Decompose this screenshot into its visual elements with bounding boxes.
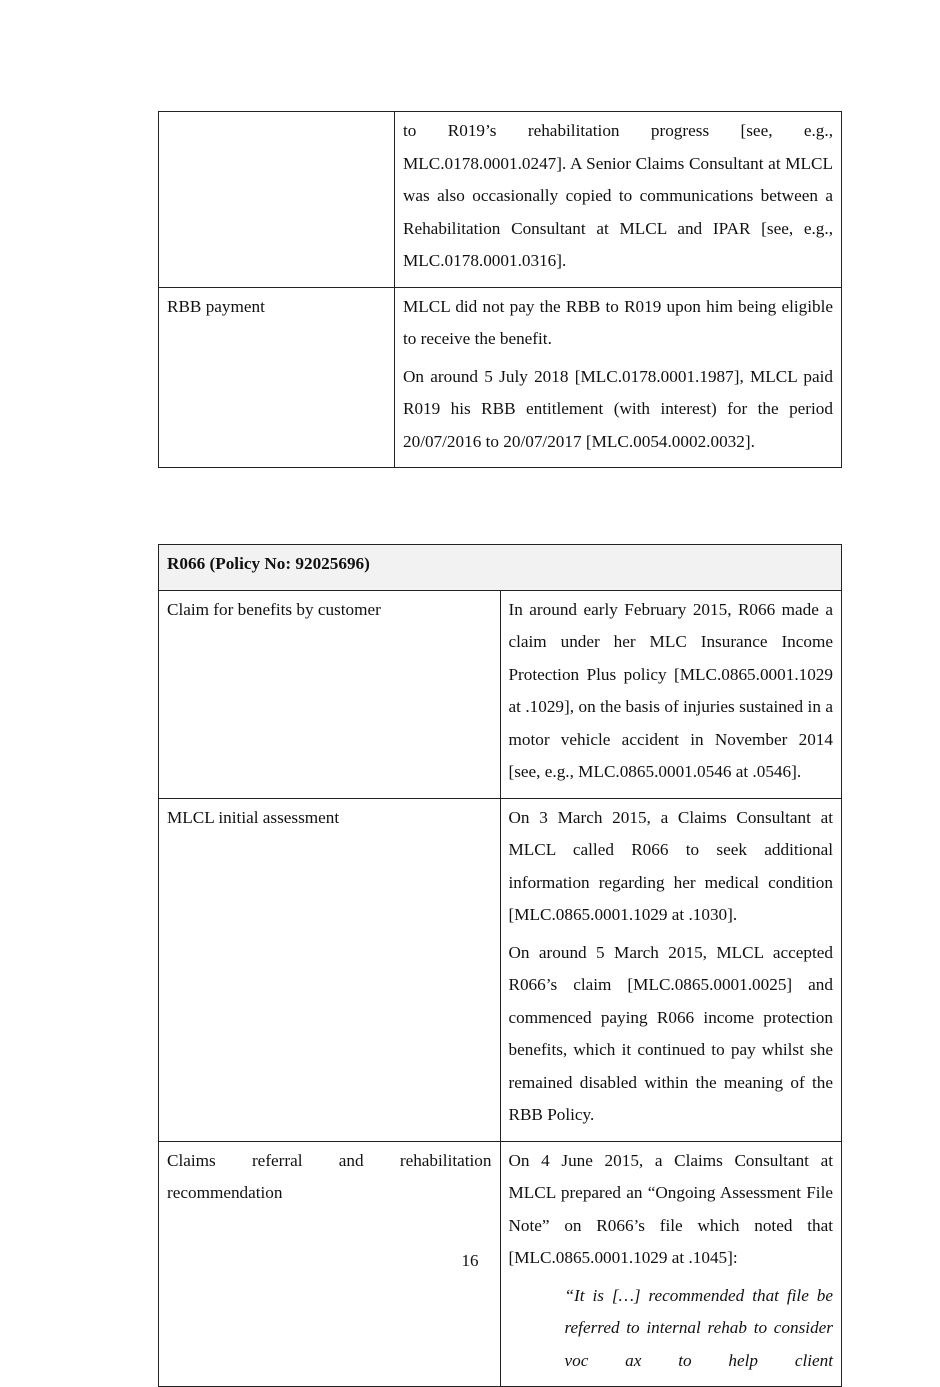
row-label: [159, 112, 395, 288]
paragraph: MLCL did not pay the RBB to R019 upon him being eligible to receive the benefit.: [403, 296, 833, 348]
paragraph: On around 5 July 2018 [MLC.0178.0001.1987], MLCL paid R019 his RBB entitlement (with interest) for the period 20/07/2016 to 20/07/2017 [MLC.0054.0002.0032].: [403, 366, 833, 451]
row-content: [500, 590, 842, 798]
table-row: [159, 798, 842, 1141]
table-r019-continued: [158, 111, 842, 468]
row-content: [395, 287, 842, 468]
table-header-row: [159, 545, 842, 591]
page-number: 16: [461, 1251, 479, 1270]
table-header: R066 (Policy No: 92025696): [159, 545, 842, 591]
paragraph: On 4 June 2015, a Claims Consultant at MLCL prepared an “Ongoing Assessment File Note” on R066’s file which noted that [MLC.0865.0001.1029 at .1045]:: [508, 1150, 833, 1267]
paragraph: In around early February 2015, R066 made a claim under her MLC Insurance Income Protection Plus policy [MLC.0865.0001.1029 at .1029], on the basis of injuries sustained in a motor vehicle accident in November 2014 [see, e.g., MLC.0865.0001.0546 at .0546].: [508, 599, 833, 781]
row-label: [159, 287, 395, 468]
row-label-text: MLCL initial assessment: [167, 807, 340, 827]
row-label-text: Claim for benefits by customer: [167, 599, 381, 619]
row-content: [395, 112, 842, 288]
table-row: [159, 112, 842, 288]
row-label-text: RBB payment: [167, 296, 265, 316]
row-label: [159, 798, 501, 1141]
row-label-text: Claims referral and rehabilitation recommendation: [167, 1150, 492, 1202]
block-quote: “It is […] recommended that file be referred to internal rehab to consider voc ax to help client: [564, 1285, 833, 1370]
table-row: [159, 287, 842, 468]
row-label: [159, 590, 501, 798]
table-row: [159, 590, 842, 798]
paragraph: On 3 March 2015, a Claims Consultant at MLCL called R066 to seek additional information regarding her medical condition [MLC.0865.0001.1029 at .1030].: [508, 807, 833, 924]
paragraph: to R019’s rehabilitation progress [see, e.g., MLC.0178.0001.0247]. A Senior Claims Consultant at MLCL was also occasionally copied to communications between a Rehabilitation Consultant at MLCL and IPAR [see, e.g., MLC.0178.0001.0316].: [403, 121, 833, 270]
row-content: [500, 798, 842, 1141]
paragraph: On around 5 March 2015, MLCL accepted R066’s claim [MLC.0865.0001.0025] and commenced paying R066 income protection benefits, which it continued to pay whilst she remained disabled within the meaning of the RBB Policy.: [508, 942, 833, 1124]
